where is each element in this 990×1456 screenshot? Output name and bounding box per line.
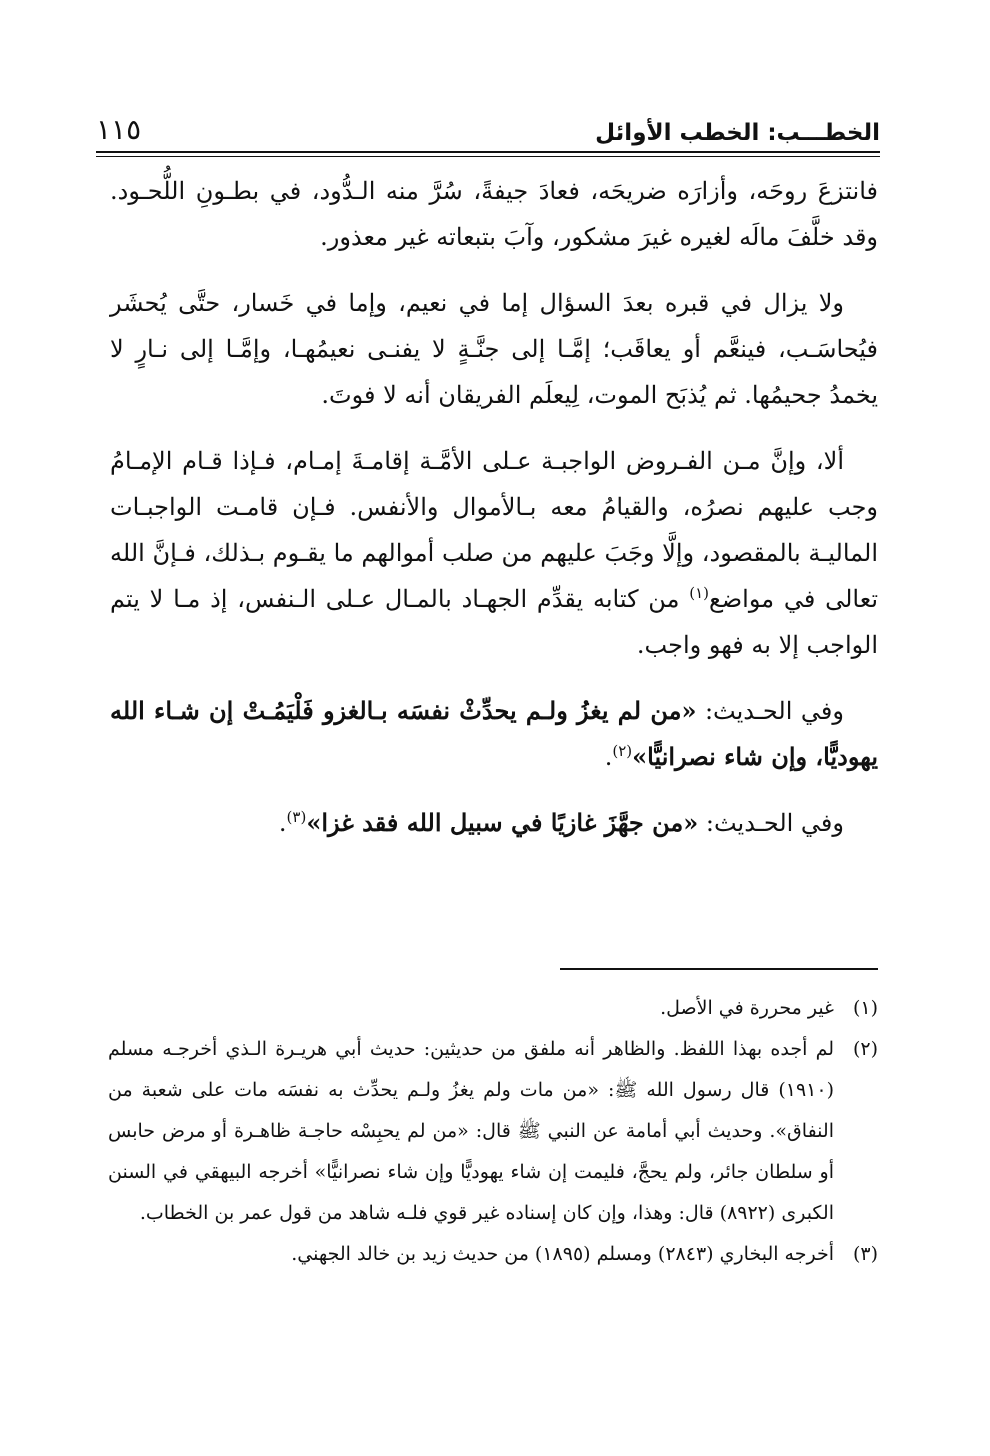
- paragraph-4: [110, 688, 878, 780]
- main-text: [110, 168, 878, 866]
- footnote-text: لم أجده بهذا اللفظ. والظاهر أنه ملفق من حديثين: حديث أبي هريـرة الـذي أخرجـه مسلم (١٩١٠) قال رسول الله ﷺ: «من مات ولم يغزُ ولـم يحدِّث به نفسَه مات على شعبة من النفاق». وحديث أبي أمامة عن النبي ﷺ قال: «من لم يحبِسْه حاجـة ظاهـرة أو مرض حابس أو سلطان جائر، ولم يحجَّ، فليمت إن شاء يهوديًّا وإن شاء نصرانيًّا» أخرجه البيهقي في السنن الكبرى (٨٩٢٢) قال: وهذا، وإن كان إسناده غير قوي فلـه شاهد من قول عمر بن الخطاب.: [108, 1038, 834, 1224]
- paragraph-4-intro: وفي الحـديث:: [696, 697, 844, 725]
- footnote-number: (١): [852, 997, 878, 1019]
- footnote-text: أخرجه البخاري (٢٨٤٣) ومسلم (١٨٩٥) من حديث زيد بن خالد الجهني.: [291, 1243, 834, 1265]
- paragraph-3-text-a: ألا، وإنَّ مـن الفـروض الواجبـة عـلى الأمَّـة إقامـةَ إمـام، فـإذا قـام الإمـامُ وجب عليهم نصرُه، والقيامُ معه بـالأموال والأنفس. فـإن قامـت الواجبـات الماليـة بالمقصود، وإلَّا وجَبَ عليهم من صلب أموالهم ما يقـوم بـذلك، فـإنَّ الله تعالى في مواضع: [110, 447, 878, 613]
- paragraph-3-text-b: من كتابه يقدِّم الجهـاد بالمـال عـلى الـنفس، إذ مـا لا يتم الواجب إلا به فهو واجب.: [110, 585, 878, 659]
- footnote-2: [108, 1029, 878, 1234]
- footnote-ref-2[interactable]: (٢): [612, 742, 633, 760]
- paragraph-5: [110, 800, 878, 846]
- footnote-3: [108, 1234, 878, 1275]
- footnote-1: [108, 988, 878, 1029]
- footnote-ref-3[interactable]: (٣): [286, 808, 307, 826]
- header-rule-thick: [96, 151, 880, 153]
- paragraph-1: فانتزعَ روحَه، وأزارَه ضريحَه، فعادَ جيفةً، سُرَّ منه الـدُّود، في بطـونِ اللُّحـود. وقد خلَّفَ مالَه لغيره غيرَ مشكور، وآبَ بتبعاته غير معذور.: [110, 177, 878, 251]
- footnote-number: (٣): [852, 1243, 878, 1265]
- footnotes: [108, 988, 878, 1275]
- header-rule-thin: [96, 156, 880, 157]
- page-header: [96, 112, 880, 156]
- paragraph-3: [110, 438, 878, 668]
- paragraph-5-intro: وفي الحـديث:: [698, 809, 844, 837]
- footnote-number: (٢): [852, 1038, 878, 1060]
- footnote-separator: [560, 968, 878, 970]
- paragraph-2: ولا يزال في قبره بعدَ السؤال إما في نعيم، وإما في خَسار، حتَّى يُحشَر فيُحاسَـب، فينعَّم أو يعاقَب؛ إمَّـا إلى جنَّـةٍ لا يفنـى نعيمُهـا، وإمَّـا إلى نـارٍ لا يخمدُ جحيمُها. ثم يُذبَح الموت، لِيعلَم الفريقان أنه لا فوتَ.: [110, 289, 878, 409]
- running-title: الخطـــب: الخطب الأوائل: [595, 120, 880, 146]
- page-number: ١١٥: [96, 113, 142, 146]
- paragraph-5-end: .: [278, 809, 287, 837]
- footnote-text: غير محررة في الأصل.: [660, 997, 834, 1019]
- footnote-ref-1[interactable]: (١): [689, 584, 709, 602]
- hadith-quote-2: «من جهَّزَ غازيًا في سبيل الله فقد غزا»: [306, 808, 699, 837]
- paragraph-4-end: .: [604, 743, 613, 771]
- hadith-quote-1: «من لم يغزُ ولـم يحدِّثْ نفسَه بـالغزو فَلْيَمُـتْ إن شـاء الله يهوديًّا، وإن شاء نصرانيًّا»: [110, 696, 878, 771]
